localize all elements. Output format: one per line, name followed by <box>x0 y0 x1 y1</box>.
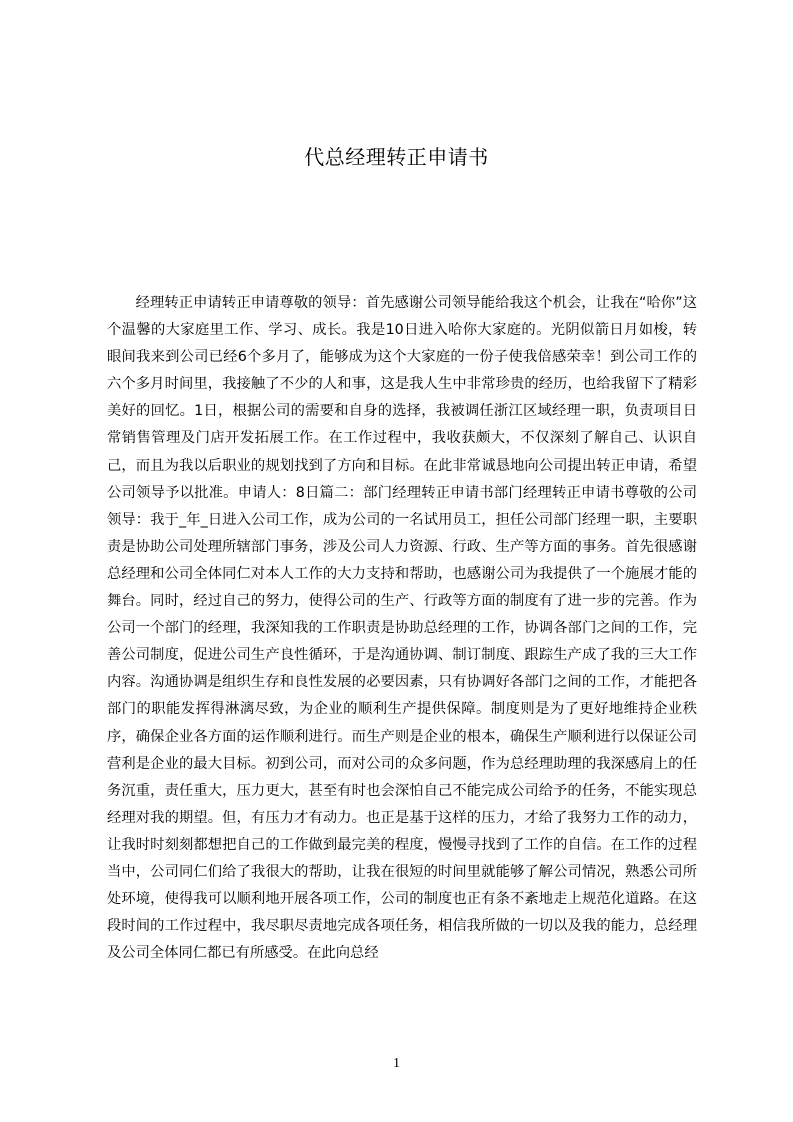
document-title: 代总经理转正申请书 <box>304 145 489 169</box>
page-number: 1 <box>393 1056 400 1071</box>
body-paragraph: 经理转正申请转正申请尊敬的领导：首先感谢公司领导能给我这个机会，让我在“哈你”这个温馨的大家庭里工作、学习、成长。我是10日进入哈你大家庭的。光阴似箭日月如梭，转眼间我来到公司已经6个多月了，能够成为这个大家庭的一份子使我倍感荣幸！到公司工作的六个多月时间里，我接触了不少的人和事，这是我人生中非常珍贵的经历，也给我留下了精彩美好的回忆。1日，根据公司的需要和自身的选择，我被调任浙江区域经理一职，负责项目日常销售管理及门店开发拓展工作。在工作过程中，我收获颇大，不仅深刻了解自己、认识自己，而且为我以后职业的规划找到了方向和目标。在此非常诚恳地向公司提出转正申请，希望公司领导予以批准。申请人：8日篇二：部门经理转正申请书部门经理转正申请书尊敬的公司领导：我于_年_日进入公司工作，成为公司的一名试用员工，担任公司部门经理一职，主要职责是协助公司处理所辖部门事务，涉及公司人力资源、行政、生产等方面的事务。首先很感谢总经理和公司全体同仁对本人工作的大力支持和帮助，也感谢公司为我提供了一个施展才能的舞台。同时，经过自己的努力，使得公司的生产、行政等方面的制度有了进一步的完善。作为公司一个部门的经理，我深知我的工作职责是协助总经理的工作，协调各部门之间的工作，完善公司制度，促进公司生产良性循环，于是沟通协调、制订制度、跟踪生产成了我的三大工作内容。沟通协调是组织生存和良性发展的必要因素，只有协调好各部门之间的工作，才能把各部门的职能发挥得淋漓尽致，为企业的顺利生产提供保障。制度则是为了更好地维持企业秩序，确保企业各方面的运作顺利进行。而生产则是企业的根本，确保生产顺利进行以保证公司营利是企业的最大目标。初到公司，而对公司的众多问题，作为总经理助理的我深感肩上的任务沉重，责任重大，压力更大，甚至有时也会深怕自己不能完成公司给予的任务，不能实现总经理对我的期望。但，有压力才有动力。也正是基于这样的压力，才给了我努力工作的动力，让我时时刻刻都想把自己的工作做到最完美的程度，慢慢寻找到了工作的自信。在工作的过程当中，公司同仁们给了我很大的帮助，让我在很短的时间里就能够了解公司情况，熟悉公司所处环境，使得我可以顺利地开展各项工作，公司的制度也正有条不紊地走上规范化道路。在这段时间的工作过程中，我尽职尽责地完成各项任务，相信我所做的一切以及我的能力，总经理及公司全体同仁都已有所感受。在此向总经 <box>107 295 697 962</box>
